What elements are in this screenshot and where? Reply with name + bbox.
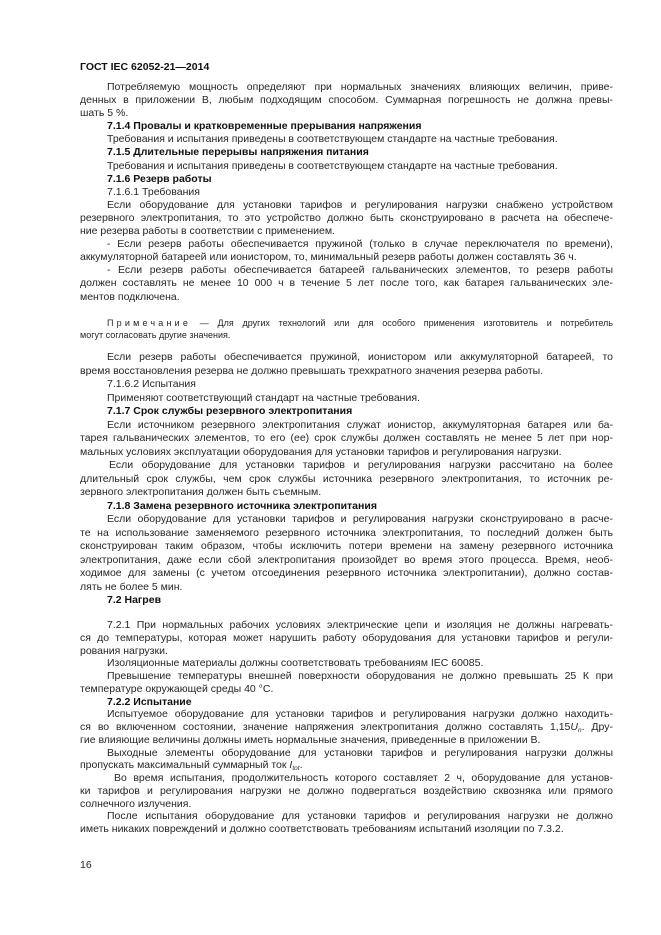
heading-7-2 [80, 594, 613, 607]
paragraph [80, 419, 613, 460]
text-line: Выходные элементы оборудование для установки тарифов и регулирования нагрузки должны [107, 746, 613, 759]
text-segment: . [299, 759, 303, 772]
text-line: должен составлять не менее 10 000 ч в течение 5 лет после того, как батарея гальванических эле- [80, 277, 613, 290]
paragraph [80, 772, 613, 810]
text-line: 7.1.4 Провалы и кратковременные прерывания напряжения [107, 120, 422, 133]
paragraph [80, 351, 613, 378]
paragraph [80, 708, 613, 746]
heading-7-2-2 [80, 696, 613, 709]
text-line: Во время испытания, продолжительность которого составляет 2 ч, оборудование для установ- [114, 772, 613, 784]
note [80, 317, 613, 341]
heading-7-1-8 [80, 500, 613, 514]
section-7-1-3-to-7-1-6 [80, 81, 613, 304]
text-line: ментов подключена. [80, 290, 180, 303]
heading-7-1-4 [80, 120, 613, 133]
text-line: После испытания оборудование для установки тарифов и регулирования нагрузки не должно [107, 810, 613, 823]
paragraph [80, 747, 613, 773]
section-7-1-6-to-7-1-8 [80, 351, 613, 594]
paragraph [80, 619, 613, 657]
text-line: Потребляемую мощность определяют при нормальных значениях влияющих величин, приве- [107, 81, 613, 93]
paragraph [80, 670, 613, 696]
text-line: аккумуляторной батареей или ионистором, то, минимальный резерв работы должен составлять 36 ч. [80, 251, 577, 264]
document-header: ГОСТ IEC 62052-21—2014 [80, 61, 210, 73]
text-line: рования нагрузки. [80, 644, 168, 657]
text-line: 7.2 Нагрев [107, 594, 162, 606]
text-line: 7.1.7 Срок службы резервного электропитания [107, 405, 353, 417]
paragraph [80, 513, 613, 594]
text-line: 7.1.8 Замена резервного источника электропитания [107, 499, 377, 512]
text-line: иметь никаких повреждений и должно соответствовать требованиям испытаний изоляции по 7.3.2. [80, 823, 564, 835]
text-line: Если оборудование для установки тарифов и регулирования нагрузки рассчитано на более [109, 459, 613, 471]
text-segment: tot [292, 765, 300, 773]
text-line: Требования и испытания приведены в соответствующем стандарте на частные требования. [107, 159, 558, 172]
paragraph [80, 459, 613, 500]
text-line: Если резерв работы обеспечивается пружиной, ионистором или аккумуляторной батареей, то [107, 351, 613, 363]
text-line: длительный срок службы, чем срок службы источника резервного электропитания, то источник ре- [80, 472, 613, 485]
text-line: электропитания, даже если сбой электропитания произойдет во время этого процесса. Время, необ- [80, 553, 613, 566]
text-line: те на использование заменяемого резервного источника электропитания, то последний должен быть [80, 526, 613, 539]
text-segment: — Для других технологий или для особого применения изготовитель и потребитель [191, 318, 613, 328]
paragraph [80, 810, 613, 836]
section-7-2-heading [80, 594, 613, 607]
text-segment: ся во включенном состоянии, значение напряжения электропитания должно составлять 1,15 [80, 721, 571, 733]
subheading-7-1-6-2 [80, 378, 613, 392]
text-line: 7.2.1 При нормальных рабочих условиях электрические цепи и изоляция не должны нагревать- [107, 619, 613, 631]
subheading-7-1-6-1 [80, 186, 613, 199]
heading-7-1-6 [80, 173, 613, 186]
text-line: зервного электропитания должен быть съемным. [80, 486, 322, 498]
text-line: температуре окружающей среды 40 °С. [80, 682, 274, 695]
text-line: время восстановления резерва не должно превышать трехкратного значения резерва работы. [80, 364, 544, 377]
text-line: ки тарифов и регулирования нагрузки не должно подвергаться воздействию сквозняка или прямого [80, 784, 613, 797]
text-line: ся до температуры, которая может нарушить работу оборудования для установки тарифов и регули- [80, 631, 613, 644]
text-segment: U [570, 721, 578, 733]
text-segment: n [577, 727, 582, 734]
text-line [80, 317, 613, 329]
text-line [80, 721, 613, 734]
text-line: Испытуемое оборудование для установки тарифов и регулирования нагрузки должно находить- [107, 708, 613, 721]
text-line: Если оборудование для установки тарифов и регулирования нагрузки снабжено устройством [107, 198, 613, 211]
heading-7-1-5 [80, 146, 613, 159]
text-line: Применяют соответствующий стандарт на частные требования. [107, 391, 420, 404]
text-line: 7.1.6.2 Испытания [107, 378, 196, 390]
text-line: Изоляционные материалы должны соответствовать требованиям IEC 60085. [107, 657, 484, 670]
text-line: ние резерва работы в соответствии с применением. [80, 225, 335, 238]
text-line: шать 5 %. [80, 107, 129, 120]
text-segment: I [289, 759, 293, 772]
paragraph [80, 392, 613, 406]
text-segment: . Дру- [581, 721, 613, 733]
paragraph [80, 81, 613, 120]
heading-7-1-7 [80, 405, 613, 419]
text-line: Если оборудование для установки тарифов и регулирования нагрузки сконструировано в расче- [107, 513, 613, 525]
text-segment: Примечание [107, 318, 192, 328]
text-line: 7.1.6.1 Требования [107, 185, 200, 198]
text-line: - Если резерв работы обеспечивается пружиной (только в случае переключателя по времени), [107, 238, 613, 251]
text-line: денных в приложении В, любым подходящим способом. Суммарная погрешность не должна превы- [80, 94, 613, 107]
text-line: Если источником резервного электропитания служат ионистор, аккумуляторная батарея или ба- [107, 418, 613, 431]
text-line: 7.1.5 Длительные перерывы напряжения питания [107, 146, 369, 159]
text-line: тарея гальванических элементов, то его (ее) срок службы должен составлять не менее 5 лет при нор- [80, 432, 613, 444]
text-line: резервного электропитания, то это устройство должно быть сконструировано в расчета на обеспече- [80, 211, 613, 224]
text-line: Требования и испытания приведены в соответствующем стандарте на частные требования. [107, 133, 558, 146]
paragraph [80, 264, 613, 303]
text-line: 7.1.6 Резерв работы [107, 172, 212, 185]
text-line: ходимое для замены (с учетом отсоединения резервного источника электропитании), должно состав- [80, 567, 613, 579]
paragraph [80, 133, 613, 146]
paragraph [80, 160, 613, 173]
section-7-2 [80, 619, 613, 836]
text-line: Превышение температуры внешней поверхности оборудования не должно превышать 25 К при [107, 670, 613, 682]
text-line: гие влияющие величины должны иметь нормальные значения, приведенные в приложении В. [80, 733, 541, 746]
note-text [80, 317, 613, 341]
text-line: солнечного излучения. [80, 797, 192, 810]
text-line: 7.2.2 Испытание [107, 695, 192, 708]
page-number: 16 [80, 859, 92, 871]
text-line: сконструирован таким образом, чтобы исключить потери времени на замену резервного источника [80, 540, 613, 552]
paragraph [80, 657, 613, 670]
text-line: могут согласовать другие значения. [80, 330, 231, 340]
text-segment: пропускать максимальный суммарный ток [80, 759, 290, 772]
paragraph [80, 199, 613, 238]
text-line: лять не более 5 мин. [80, 580, 183, 593]
text-line: мальных условиях эксплуатации оборудования для установки тарифов и регулирования нагрузки. [80, 445, 562, 458]
paragraph [80, 238, 613, 264]
text-line [80, 759, 613, 772]
text-line: - Если резерв работы обеспечивается батареей гальванических элементов, то резерв работы [107, 264, 613, 277]
